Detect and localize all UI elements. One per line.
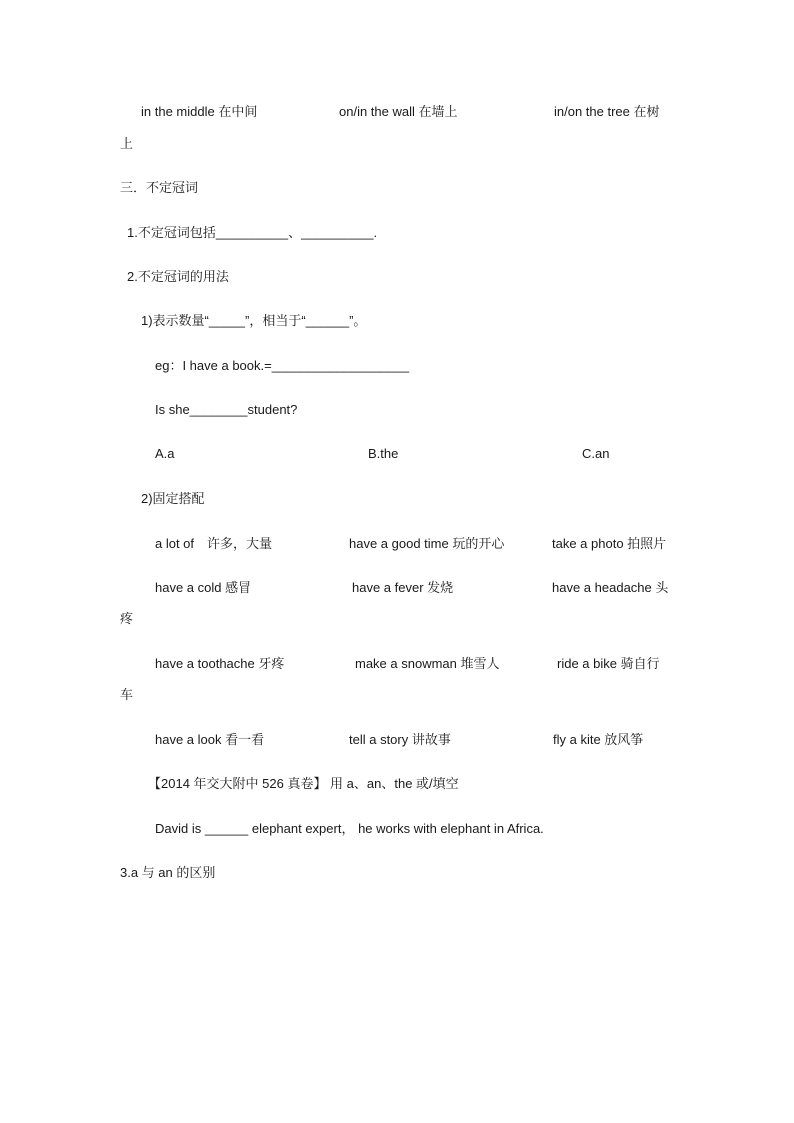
- phrase-wrap-teng: 疼: [120, 611, 134, 626]
- option-c: C.an: [582, 446, 610, 461]
- phrase-have-a-fever: have a fever 发烧: [352, 580, 454, 595]
- question-1: 1.不定冠词包括__________、__________.: [127, 225, 378, 240]
- phrase-have-a-cold: have a cold 感冒: [155, 580, 252, 595]
- phrase-fly-a-kite: fly a kite 放风筝: [553, 732, 644, 747]
- phrase-a-lot-of: a lot of 许多，大量: [155, 536, 273, 551]
- phrase-have-a-headache: have a headache 头: [552, 580, 669, 595]
- phrase-in-the-middle: in the middle 在中间: [141, 104, 258, 119]
- usage-1-example: eg：I have a book.=___________________: [155, 358, 410, 373]
- usage-1-title: 1)表示数量“_____”，相当于“______”。: [141, 313, 367, 328]
- exam-sentence: David is ______ elephant expert， he works with elephant in Africa.: [155, 821, 544, 836]
- question-3: 3.a 与 an 的区别: [120, 865, 216, 880]
- section-title: 三．不定冠词: [120, 180, 199, 195]
- phrase-ride-a-bike: ride a bike 骑自行: [557, 656, 660, 671]
- phrase-wrap-che: 车: [120, 687, 134, 702]
- usage-1-question: Is she________student?: [155, 402, 298, 417]
- phrase-tell-a-story: tell a story 讲故事: [349, 732, 451, 747]
- question-2: 2.不定冠词的用法: [127, 269, 229, 284]
- phrase-make-a-snowman: make a snowman 堆雪人: [355, 656, 500, 671]
- usage-2-title: 2)固定搭配: [141, 491, 205, 506]
- phrase-take-a-photo: take a photo 拍照片: [552, 536, 667, 551]
- exam-title: 【2014 年交大附中 526 真卷】 用 a、an、the 或/填空: [148, 776, 459, 791]
- option-a: A.a: [155, 446, 175, 461]
- option-b: B.the: [368, 446, 399, 461]
- phrase-wrap: 上: [120, 136, 134, 151]
- phrase-have-a-good-time: have a good time 玩的开心: [349, 536, 505, 551]
- phrase-in-the-tree: in/on the tree 在树: [554, 104, 660, 119]
- phrase-on-the-wall: on/in the wall 在墙上: [339, 104, 458, 119]
- phrase-have-a-look: have a look 看一看: [155, 732, 265, 747]
- phrase-have-a-toothache: have a toothache 牙疼: [155, 656, 285, 671]
